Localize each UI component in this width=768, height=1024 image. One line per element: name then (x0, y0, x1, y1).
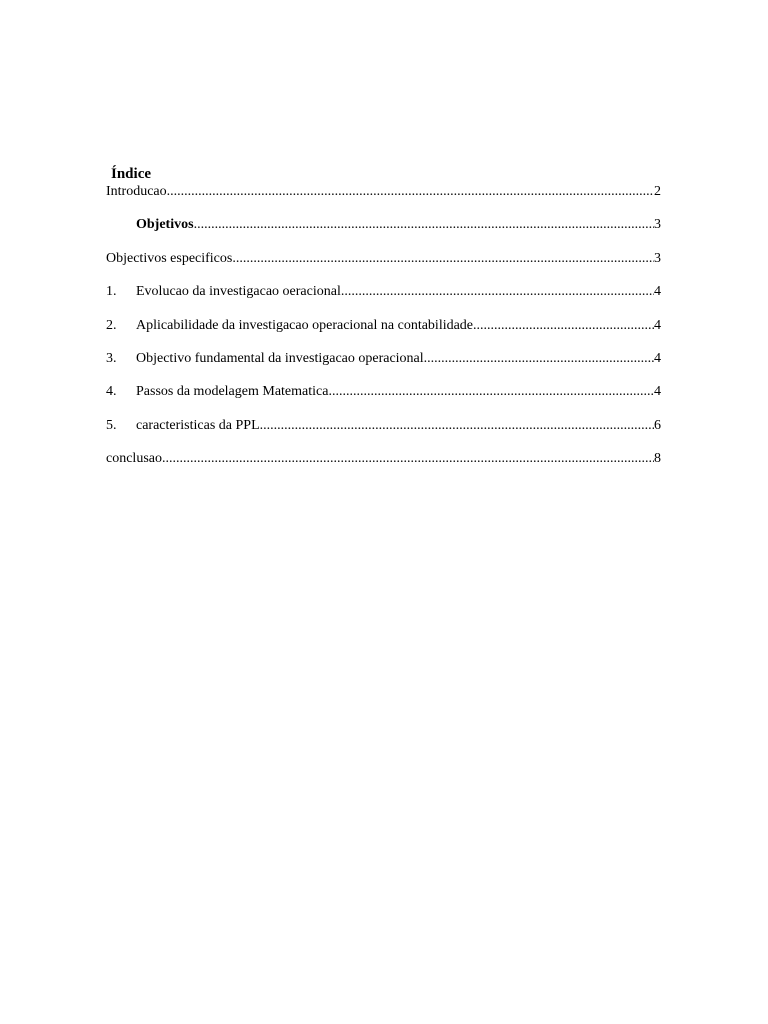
toc-entry-conclusao[interactable] (106, 449, 661, 469)
toc-page-number: 3 (654, 250, 661, 266)
toc-entry-objetivos[interactable] (106, 215, 661, 235)
toc-entry-objectivos-especificos[interactable] (106, 249, 661, 269)
toc-entry-text: Passos da modelagem Matematica (136, 384, 329, 400)
toc-dot-leader (162, 449, 654, 469)
toc-page-number: 4 (654, 284, 661, 300)
toc-page-number: 4 (654, 317, 661, 333)
toc-page-number: 4 (654, 384, 661, 400)
toc-entry-number: 5. (106, 417, 117, 433)
toc-entry-number: 1. (106, 284, 117, 300)
toc-entry-text: Aplicabilidade da investigacao operacional na contabilidade (136, 317, 474, 333)
toc-entry-number: 4. (106, 384, 117, 400)
toc-entry-text: caracteristicas da PPL (136, 417, 260, 433)
toc-entry-text: Evolucao da investigacao oeracional (136, 284, 341, 300)
toc-page-number: 2 (654, 184, 661, 199)
toc-dot-leader (167, 182, 654, 202)
toc-page-number: 4 (654, 350, 661, 366)
toc-entry-caracteristicas-ppl[interactable] (106, 416, 661, 436)
toc-entry-aplicabilidade[interactable] (106, 316, 661, 336)
toc-entry-text: Introducao (106, 184, 167, 199)
toc-entry-number: 3. (106, 350, 117, 366)
toc-dot-leader (194, 215, 654, 235)
toc-entry-passos-modelagem[interactable] (106, 382, 661, 402)
toc-entry-text: Objetivos (136, 217, 194, 233)
toc-dot-leader (232, 249, 654, 269)
toc-dot-leader (341, 282, 654, 302)
toc-entry-introducao[interactable] (106, 182, 661, 202)
toc-page-number: 3 (654, 217, 661, 233)
toc-dot-leader (473, 316, 654, 336)
toc-entry-text: Objectivos especificos (106, 250, 233, 266)
toc-entry-text: conclusao (106, 451, 162, 467)
toc-entry-evolucao[interactable] (106, 282, 661, 302)
toc-title: Índice (111, 166, 152, 182)
toc-dot-leader (328, 382, 654, 402)
toc-entry-number: 2. (106, 317, 117, 333)
toc-entry-text: Objectivo fundamental da investigacao operacional (136, 350, 424, 366)
toc-list (106, 182, 661, 483)
toc-dot-leader (260, 416, 654, 436)
toc-entry-objectivo-fundamental[interactable] (106, 349, 661, 369)
toc-page-number: 6 (654, 417, 661, 433)
toc-dot-leader (424, 349, 654, 369)
toc-page-number: 8 (654, 451, 661, 467)
